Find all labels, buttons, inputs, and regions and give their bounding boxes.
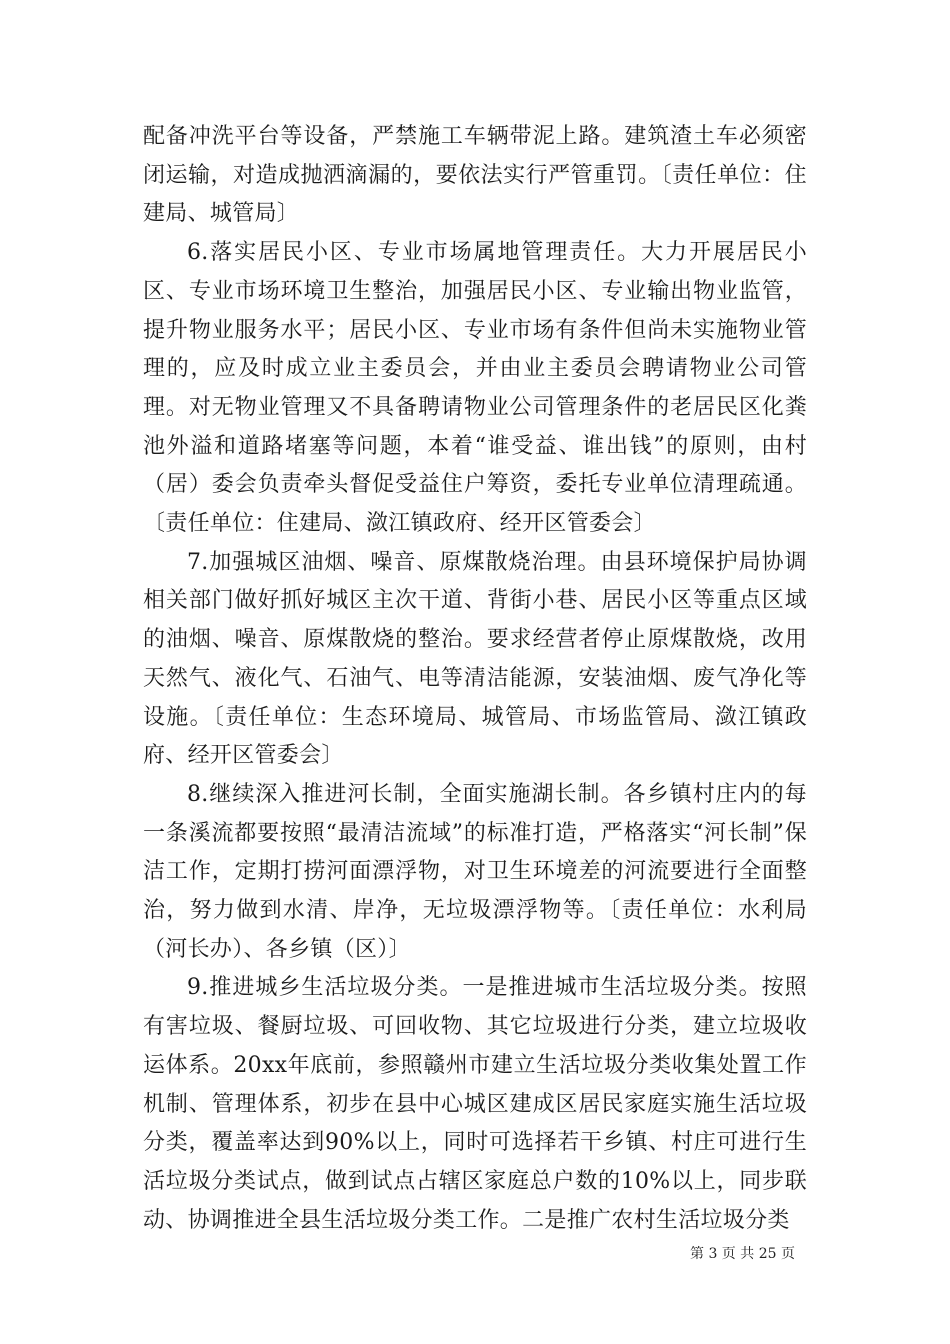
paragraph-item-8: 8.继续深入推进河长制，全面实施湖长制。各乡镇村庄内的每一条溪流都要按照“最清洁流域”的标准打造，严格落实“河长制”保洁工作，定期打捞河面漂浮物，对卫生环境差的河流要进行全面整治，努力做到水清、岸净，无垃圾漂浮物等。〔责任单位：水利局（河长办）、各乡镇（区）〕 (143, 781, 807, 962)
paragraph-continuation: 配备冲洗平台等设备，严禁施工车辆带泥上路。建筑渣土车必须密闭运输，对造成抛洒滴漏的，要依法实行严管重罚。〔责任单位：住建局、城管局〕 (143, 124, 807, 227)
paragraph-item-9: 9.推进城乡生活垃圾分类。一是推进城市生活垃圾分类。按照有害垃圾、餐厨垃圾、可回收物、其它垃圾进行分类，建立垃圾收运体系。20xx年底前，参照赣州市建立生活垃圾分类收集处置工作机制、管理体系，初步在县中心城区建成区居民家庭实施生活垃圾分类，覆盖率达到90%以上，同时可选择若干乡镇、村庄可进行生活垃圾分类试点，做到试点占辖区家庭总户数的10%以上，同步联动、协调推进全县生活垃圾分类工作。二是推广农村生活垃圾分类 (143, 975, 807, 1233)
document-body (143, 118, 807, 1240)
page-number-footer: 第 3 页 共 25 页 (690, 1246, 795, 1262)
paragraph-item-7: 7.加强城区油烟、噪音、原煤散烧治理。由县环境保护局协调相关部门做好抓好城区主次干道、背街小巷、居民小区等重点区域的油烟、噪音、原煤散烧的整治。要求经营者停止原煤散烧，改用天然气、液化气、石油气、电等清洁能源，安装油烟、废气净化等设施。〔责任单位：生态环境局、城管局、市场监管局、潋江镇政府、经开区管委会〕 (143, 549, 807, 769)
paragraph-item-6: 6.落实居民小区、专业市场属地管理责任。大力开展居民小区、专业市场环境卫生整治，加强居民小区、专业输出物业监管，提升物业服务水平；居民小区、专业市场有条件但尚未实施物业管理的，应及时成立业主委员会，并由业主委员会聘请物业公司管理。对无物业管理又不具备聘请物业公司管理条件的老居民区化粪池外溢和道路堵塞等问题，本着“谁受益、谁出钱”的原则，由村（居）委会负责牵头督促受益住户筹资，委托专业单位清理疏通。〔责任单位：住建局、潋江镇政府、经开区管委会〕 (143, 240, 807, 537)
